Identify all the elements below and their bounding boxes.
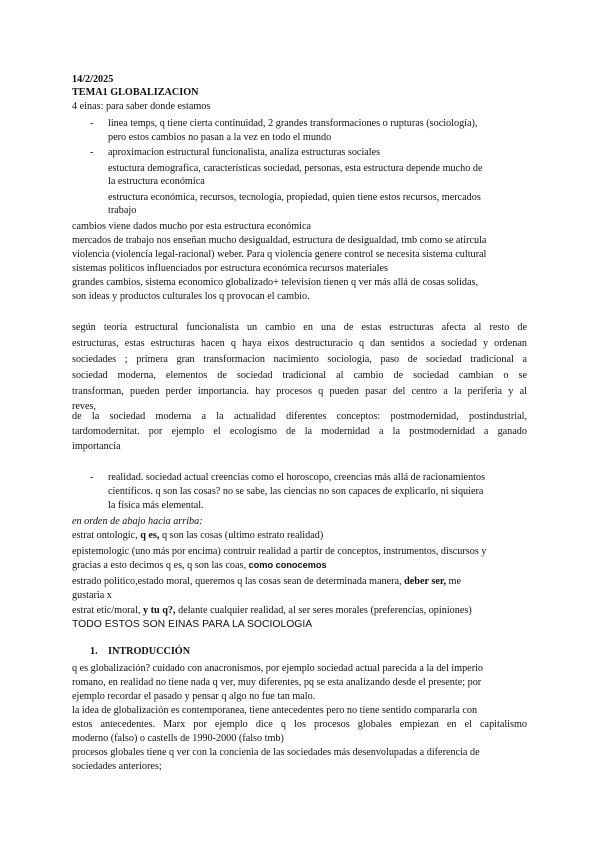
para1-line: mercados de trabajo nos enseñan mucho desigualdad, estructura de desigualdad, tmb como se atircula: [72, 235, 487, 246]
bullet-1-line-1: linea temps, q tiene cierta continuidad, 2 grandes transformaciones o rupturas (sociología),: [108, 118, 478, 129]
para2-line: sociedad moderna, elementos de sociedad tradicional al cambio de sociedad cambian o se: [72, 370, 527, 381]
stratum-etic: [72, 604, 472, 617]
para1-line: sistemas politicos influenciados por estructura económica recursos materiales: [72, 263, 388, 274]
stratum-text: me: [446, 576, 461, 587]
para3-line: sociedades anteriores;: [72, 761, 162, 772]
bullet-2-line-4: estructura económica, recursos, tecnología, propiedad, quien tiene estos recursos, mercados: [108, 192, 481, 203]
para3-line: estos antecedentes. Marx por ejemplo dice q los procesos globales empiezan en el capitalismo: [72, 719, 527, 730]
stratum-text: estrado politico,estado moral, queremos q las cosas sean de determinada manera,: [72, 576, 405, 587]
stratum-text: delante cualquier realidad, al ser seres morales (preferencias, opiniones): [175, 605, 472, 616]
para1-line: violencia (violencia legal-racional) weber. Para q violencia genere control se necesita sistema cultural: [72, 249, 487, 260]
para2-line: tardomodernitat. por ejemplo el ecologismo de la modernidad a la postmodernidad a ganado: [72, 426, 527, 437]
para3-line: procesos globales tiene q ver con la concienia de las sociedades más desenvolupadas a diferencia de: [72, 747, 480, 758]
para3-line: romano, en realidad no tiene nada q ver, muy diferentes, pq se esta analizando desde el presente; por: [72, 677, 482, 688]
para1-line: grandes cambios, sistema economico globalizado+ television tienen q ver más allá de cosas solidas,: [72, 277, 479, 288]
bullet-3-line-3: la física más elemental.: [108, 500, 204, 511]
order-heading: en orden de abajo hacia arriba:: [72, 516, 203, 527]
stratum-politic: [72, 575, 461, 588]
stratum-emphasis: como conocemos: [248, 560, 327, 570]
intro-line: 4 einas: para saber donde estamos: [72, 101, 211, 112]
bullet-3-line-1: realidad. sociedad actual creencias como el horoscopo, creencias más allá de racionamientos: [108, 472, 486, 483]
section-title: INTRODUCCIÓN: [108, 646, 191, 657]
conclusion: TODO ESTOS SON EINAS PARA LA SOCIOLOGIA: [72, 619, 313, 630]
bullet-dash: -: [90, 472, 94, 483]
bullet-2-line-3: la estructura económica: [108, 176, 205, 187]
section-number: 1.: [90, 646, 98, 657]
stratum-emphasis: y tu q?,: [143, 605, 176, 616]
bullet-dash: -: [90, 118, 94, 129]
bullet-dash: -: [90, 147, 94, 158]
stratum-text: estrat etic/moral,: [72, 605, 143, 616]
para2-line: reves,: [72, 401, 97, 412]
bullet-1-line-2: pero estos cambios no pasan a la vez en todo el mundo: [108, 132, 332, 143]
para3-line: la idea de globalización es contemporanea, tiene antecedentes pero no tiene sentido compararla con: [72, 705, 478, 716]
bullet-2-line-5: trabajo: [108, 205, 137, 216]
stratum-text: q son las cosas (ultimo estrato realidad): [161, 530, 324, 541]
para2-line: estructuras, estas estructuras hacen q haya eixos destructuracio q dan sentidos a sociedad y ordenan: [72, 338, 527, 349]
para2-line: importancia: [72, 441, 121, 452]
bullet-2-line-2: estuctura demografica, características sociedad, personas, esta estructura depende mucho de: [108, 163, 483, 174]
date: 14/2/2025: [72, 74, 114, 85]
bullet-2-line-1: aproximacion estructural funcionalista, analiza estructuras sociales: [108, 147, 381, 158]
stratum-epistemologic: epistemologic (uno más por encima) contruir realidad a partir de conceptos, instrumentos, discursos y: [72, 546, 487, 557]
stratum-emphasis: deber ser,: [404, 576, 446, 587]
stratum-text: estrat ontologic,: [72, 530, 141, 541]
stratum-emphasis: q es,: [140, 530, 162, 541]
stratum-text: gracias a esto decimos q es, q son las coas,: [72, 560, 249, 571]
page-title: TEMA1 GLOBALIZACION: [72, 87, 199, 98]
para2-line: transforman, pueden perder importancia. hay procesos q pueden pasar del centro a la periferia y al: [72, 386, 527, 397]
para3-line: moderno (falso) o castells de 1990-2000 (falso tmb): [72, 733, 284, 744]
stratum-ontologic: [72, 529, 323, 542]
stratum-politic-2: gustaria x: [72, 590, 112, 601]
para2-line: según teoría estructural funcionalista un cambio en una de estas estructuras afecta al resto de: [72, 322, 527, 333]
para1-line: cambios viene dados mucho por esta estructura económica: [72, 221, 312, 232]
bullet-3-line-2: científicos. q son las cosas? no se sabe, las ciencias no son capaces de explicarlo, ni siquiera: [108, 486, 484, 497]
stratum-epistemologic-2: [72, 559, 327, 572]
para3-line: q es globalización? cuidado con anacronismos, por ejemplo sociedad actual parecida a la del imperio: [72, 663, 484, 674]
para2-line: de la sociedad moderna a la actualidad diferentes conceptos: postmodernidad, postindustrial,: [72, 411, 527, 422]
para3-line: ejemplo recordar el pasado y pensar q algo no fue tan malo.: [72, 691, 316, 702]
para2-line: sociedades ; primera gran transformacion nacimiento sociologia, paso de sociedad tradicional a: [72, 354, 527, 365]
para1-line: son ideas y productos culturales los q provocan el cambio.: [72, 291, 310, 302]
